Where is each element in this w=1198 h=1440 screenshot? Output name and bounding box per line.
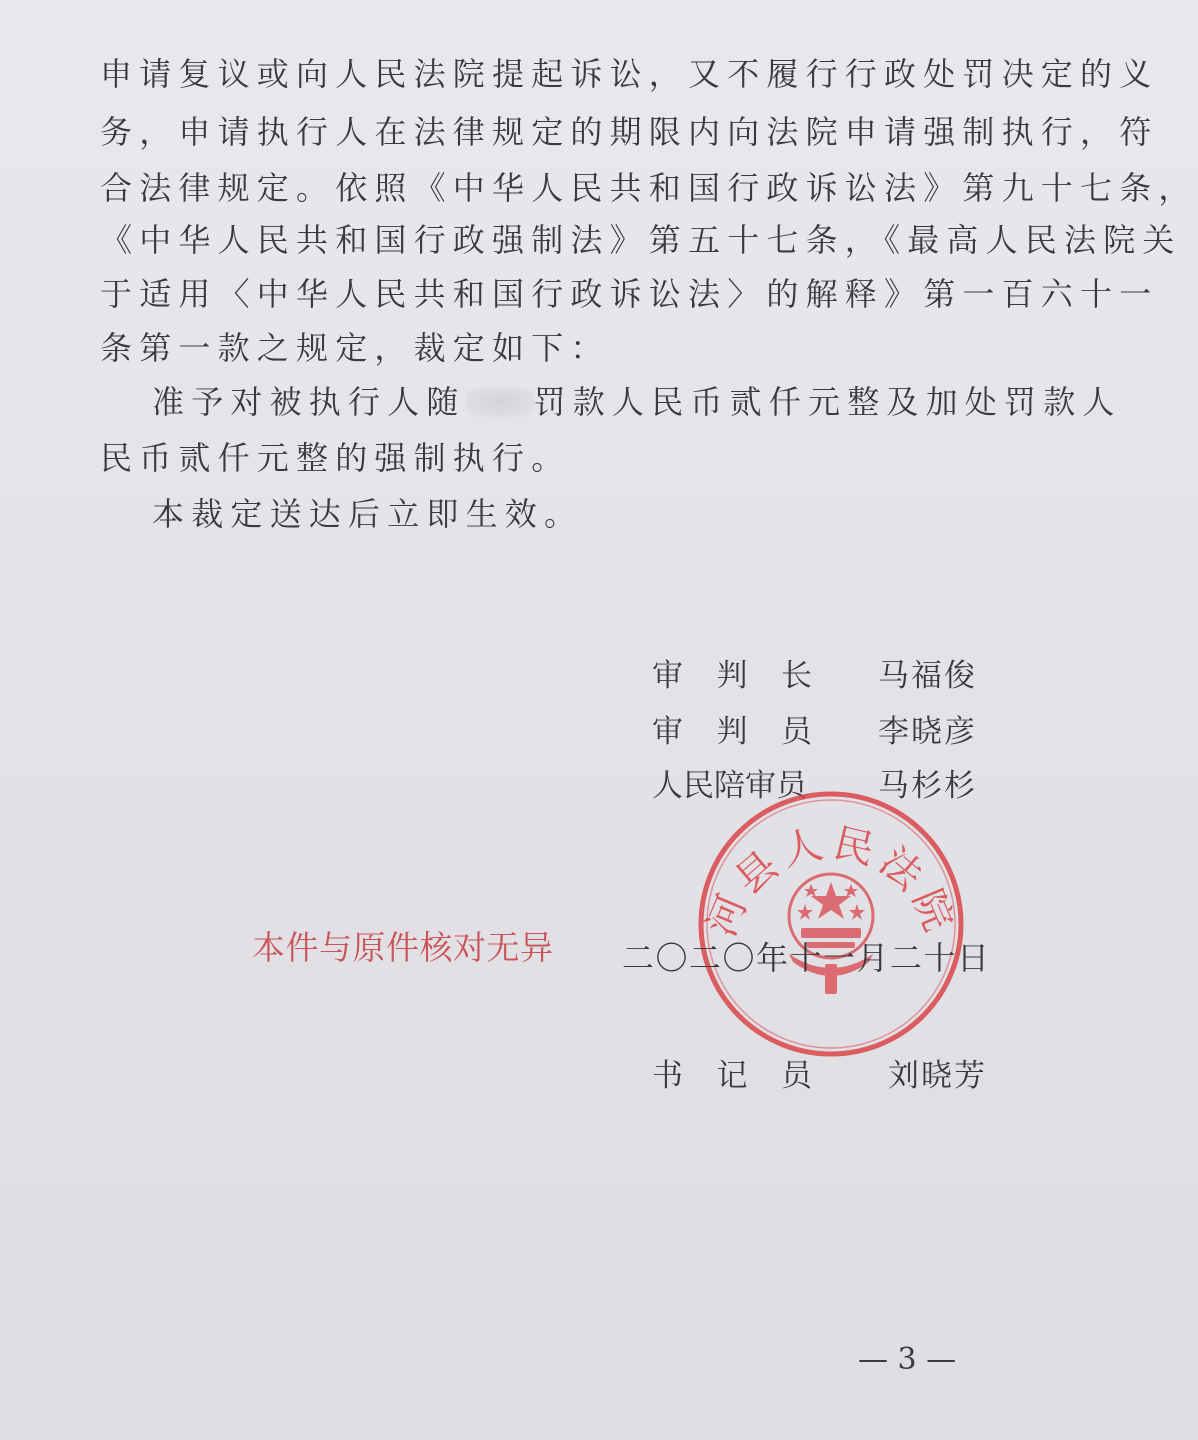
body-line-1: 申请复议或向人民法院提起诉讼，又不履行行政处罚决定的义 [100, 55, 1159, 93]
signature-name-clerk: 刘晓芳 [888, 1058, 987, 1094]
signature-name-juror: 马杉杉 [878, 768, 977, 804]
issue-date: 二〇二〇年十一月二十日 [622, 939, 991, 977]
page-number: — 3 — [858, 1342, 957, 1377]
ruling-text-after: 罚款人民币贰仟元整及加处罚款人 [533, 383, 1122, 421]
redacted-name [466, 387, 534, 417]
ruling-text-before: 准予对被执行人随 [152, 383, 466, 421]
body-line-6: 条第一款之规定，裁定如下： [100, 329, 610, 367]
court-seal-icon [693, 786, 969, 1062]
ruling-line-1 [152, 382, 1122, 422]
verification-stamp: 本件与原件核对无异 [252, 928, 554, 967]
svg-text:河县人民法院 [698, 820, 963, 943]
signature-title-juror: 人民陪审员 [652, 768, 807, 804]
body-line-2: 务，申请执行人在法律规定的期限内向法院申请强制执行，符 [100, 113, 1159, 151]
body-line-3: 合法律规定。依照《中华人民共和国行政诉讼法》第九十七条， [100, 169, 1198, 207]
body-line-4: 《中华人民共和国行政强制法》第五十七条，《最高人民法院关 [100, 221, 1182, 259]
seal-text: 河县人民法院 [698, 820, 964, 944]
ruling-line-2: 民币贰仟元整的强制执行。 [100, 439, 571, 477]
signature-name-presiding-judge: 马福俊 [878, 658, 977, 694]
signature-name-judge: 李晓彦 [878, 714, 977, 750]
effective-statement: 本裁定送达后立即生效。 [152, 495, 584, 533]
signature-title-clerk: 书 记 员 [652, 1058, 812, 1094]
signature-title-presiding-judge: 审 判 长 [652, 658, 812, 694]
signature-title-judge: 审 判 员 [652, 714, 812, 750]
body-line-5: 于适用〈中华人民共和国行政诉讼法〉的解释》第一百六十一 [100, 275, 1159, 313]
